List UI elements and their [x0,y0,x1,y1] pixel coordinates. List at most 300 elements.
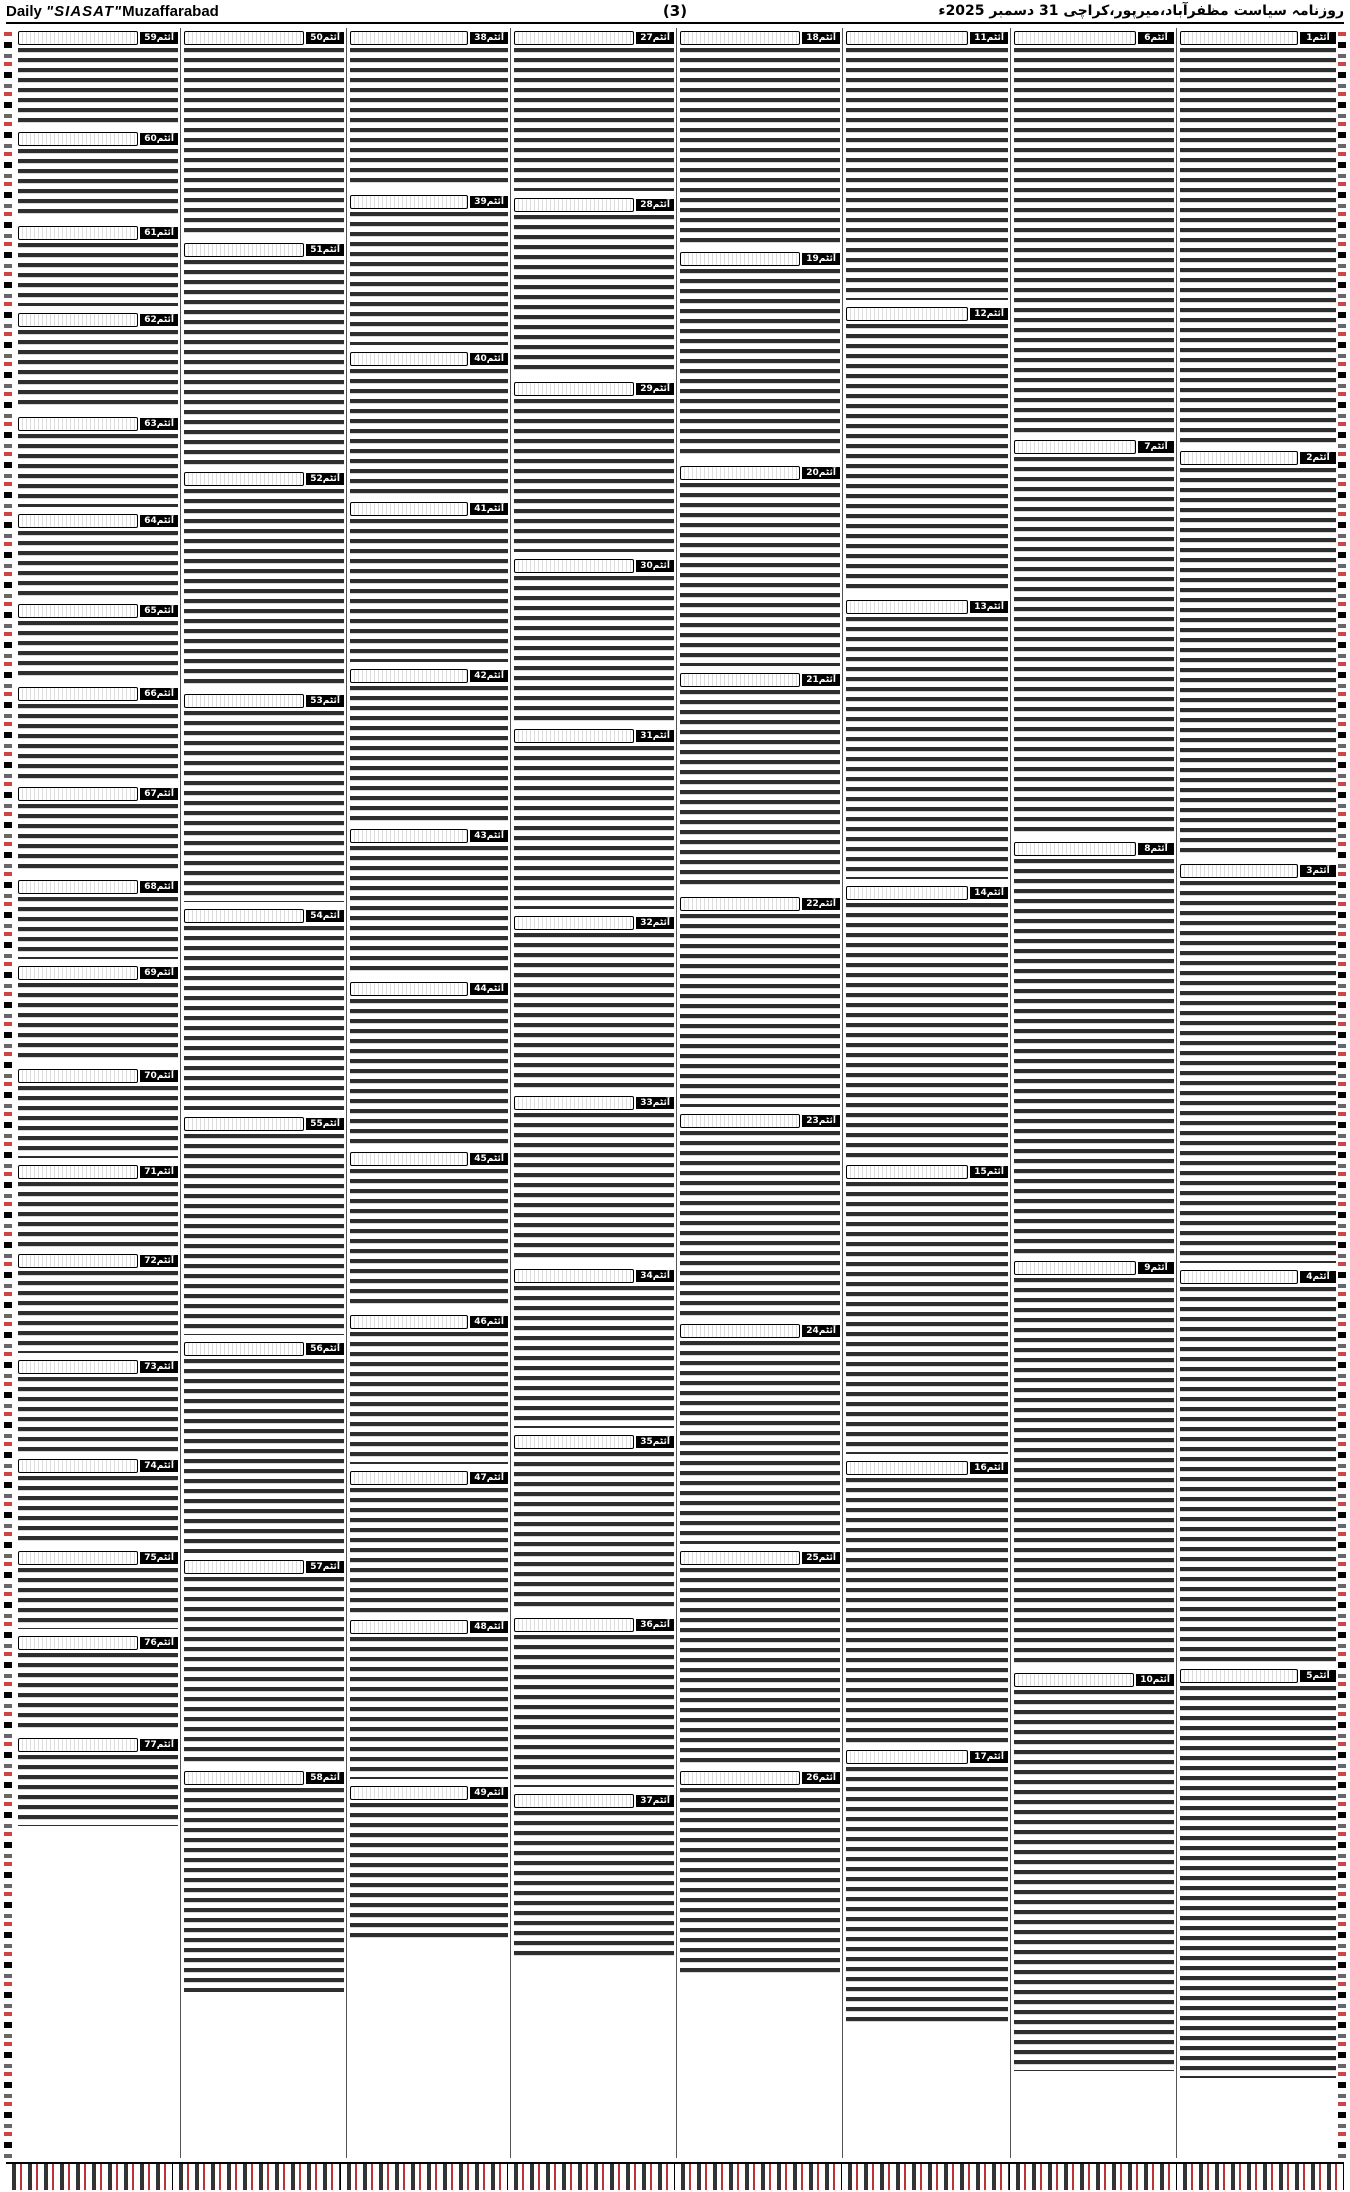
notice-block [350,981,508,1145]
notice-body-text [350,846,508,975]
notice-header [350,30,508,45]
notice-number: آئٹم38 [470,32,508,44]
notice-number: آئٹم17 [970,1751,1008,1763]
column-rule [346,28,347,2158]
section-label-banner [184,1771,304,1785]
notice-body-text [514,1635,674,1787]
notice-header [846,306,1008,321]
section-label-banner [350,352,468,366]
notice-number: آئٹم21 [802,674,840,686]
notice-header [350,828,508,843]
section-label-banner [514,31,634,45]
notice-block [184,30,344,236]
notice-header [184,1559,344,1574]
section-label-banner [1180,1669,1298,1683]
notice-header [18,131,178,146]
notice-number: آئٹم26 [802,1772,840,1784]
notice-block [846,599,1008,879]
column-rule [1010,28,1011,2158]
section-label-banner [846,307,968,321]
notice-header [18,1068,178,1083]
notice-block [18,312,178,410]
notice-body-text [18,1653,178,1731]
section-label-banner [18,1165,138,1179]
notice-header [514,1268,674,1283]
notice-body-text [18,897,178,959]
notice-header [680,1550,840,1565]
notice-block [680,1770,840,1977]
notice-number: آئٹم14 [970,887,1008,899]
page-number: (3) [662,2,688,20]
notice-header [18,513,178,528]
notice-body-text [184,260,344,465]
section-label-banner [184,31,304,45]
notice-body-text [846,903,1008,1158]
notice-number: آئٹم47 [470,1472,508,1484]
notice-number: آئٹم42 [470,670,508,682]
section-label-banner [846,1461,968,1475]
notice-header [514,728,674,743]
notice-block [350,1470,508,1613]
notice-header [846,885,1008,900]
notice-header [350,194,508,209]
footer-segment [173,2164,340,2190]
section-label-banner [184,472,304,486]
notice-number: آئٹم12 [970,308,1008,320]
section-label-banner [846,1165,968,1179]
section-label-banner [1180,864,1298,878]
notice-number: آئٹم39 [470,196,508,208]
notice-number: آئٹم65 [140,605,178,617]
notice-block [18,879,178,959]
notice-block [184,908,344,1110]
notice-block [184,1341,344,1553]
notice-number: آئٹم18 [802,32,840,44]
notice-block [1180,450,1336,857]
notice-number: آئٹم4 [1300,1271,1336,1283]
section-label-banner [514,198,634,212]
daily-label: Daily [6,2,42,20]
notice-header [18,1359,178,1374]
notice-header [514,1095,674,1110]
notice-number: آئٹم64 [140,515,178,527]
notice-number: آئٹم31 [636,730,674,742]
notice-header [514,558,674,573]
notice-header [184,471,344,486]
section-label-banner [1014,440,1136,454]
section-label-banner [350,31,468,45]
section-label-banner [1014,842,1136,856]
notice-body-text [350,999,508,1145]
section-label-banner [18,1459,138,1473]
notice-body-text [846,1767,1008,2025]
notice-number: آئٹم2 [1300,452,1336,464]
notice-header [18,1253,178,1268]
section-label-banner [846,886,968,900]
notice-number: آئٹم66 [140,688,178,700]
notice-number: آئٹم56 [306,1343,344,1355]
notice-block [514,1617,674,1787]
notice-header [184,242,344,257]
notice-number: آئٹم13 [970,601,1008,613]
column-rule [180,28,181,2158]
notice-body-text [1014,1278,1174,1666]
notice-block [514,1268,674,1428]
section-label-banner [184,1342,304,1356]
column-rule [842,28,843,2158]
column-1 [1180,28,1336,2158]
notice-block [18,1458,178,1544]
footer-segment [341,2164,508,2190]
notice-header [350,1785,508,1800]
notice-number: آئٹم74 [140,1460,178,1472]
notice-block [514,728,674,909]
section-label-banner [680,1551,800,1565]
section-label-banner [350,1620,468,1634]
notice-header [514,1434,674,1449]
notice-block [18,416,178,507]
notice-header [350,981,508,996]
notice-number: آئٹم16 [970,1462,1008,1474]
section-label-banner [18,417,138,431]
notice-number: آئٹم6 [1138,32,1174,44]
notice-header [680,30,840,45]
section-label-banner [514,559,634,573]
section-label-banner [18,966,138,980]
notice-header [1180,863,1336,878]
notice-number: آئٹم11 [970,32,1008,44]
notice-number: آئٹم68 [140,881,178,893]
column-3 [846,28,1008,2158]
notice-header [18,1550,178,1565]
notice-number: آئٹم58 [306,1772,344,1784]
notice-header [18,1635,178,1650]
notice-number: آئٹم63 [140,418,178,430]
section-label-banner [1180,31,1298,45]
notice-body-text [846,617,1008,879]
notice-block [1014,30,1174,433]
notice-block [514,558,674,722]
section-label-banner [680,1324,800,1338]
notice-body-text [680,690,840,890]
notice-block [350,1619,508,1779]
notice-header [680,1113,840,1128]
notice-block [18,1635,178,1731]
notice-body-text [514,576,674,722]
section-label-banner [846,31,968,45]
notice-body-text [1014,1690,1174,2071]
notice-block [846,30,1008,300]
section-label-banner [680,252,800,266]
notice-block [846,1460,1008,1743]
left-border-strip [4,28,12,2158]
notice-body-text [1180,48,1336,444]
section-label-banner [184,909,304,923]
notice-body-text [350,1332,508,1464]
notice-block [1180,1668,1336,2078]
notice-block [184,1770,344,1992]
notice-block [18,1253,178,1353]
footer-strip [6,2162,1344,2190]
notice-block [184,1116,344,1335]
notice-body-text [18,1182,178,1247]
notice-number: آئٹم52 [306,473,344,485]
notice-body-text [18,621,178,680]
footer-segment [6,2164,173,2190]
notice-block [1180,863,1336,1263]
notice-block [18,1068,178,1158]
notice-block [1014,439,1174,835]
notice-number: آئٹم29 [636,383,674,395]
section-label-banner [846,1750,968,1764]
section-label-banner [350,669,468,683]
section-label-banner [350,982,468,996]
notice-block [514,197,674,375]
notice-body-text [680,1131,840,1317]
notice-block [1014,1260,1174,1666]
section-label-banner [680,466,800,480]
notice-number: آئٹم27 [636,32,674,44]
notice-number: آئٹم23 [802,1115,840,1127]
notice-number: آئٹم32 [636,917,674,929]
notice-number: آئٹم5 [1300,1670,1336,1682]
notice-block [18,686,178,780]
notice-block [184,471,344,687]
notice-number: آئٹم46 [470,1316,508,1328]
notice-block [680,1323,840,1544]
notice-body-text [1180,1287,1336,1662]
column-rule [676,28,677,2158]
notice-body-text [846,1478,1008,1743]
notice-body-text [514,1113,674,1262]
section-label-banner [350,1152,468,1166]
notice-body-text [350,48,508,188]
section-label-banner [184,1560,304,1574]
notice-header [350,1619,508,1634]
notice-header [680,1770,840,1785]
section-label-banner [680,1771,800,1785]
notice-body-text [18,1271,178,1353]
notice-number: آئٹم37 [636,1795,674,1807]
section-label-banner [680,31,800,45]
notice-block [680,1550,840,1764]
section-label-banner [680,1114,800,1128]
newspaper-title: روزنامہ سیاست مظفرآباد،میرپور،کراچی 31 دسمبر 2025ء [938,3,1344,19]
section-label-banner [184,694,304,708]
notice-header [350,351,508,366]
notice-body-text [350,686,508,822]
notice-number: آئٹم19 [802,253,840,265]
section-label-banner [18,604,138,618]
notice-body-text [1014,48,1174,433]
notice-body-text [1014,457,1174,835]
notice-number: آئٹم77 [140,1739,178,1751]
notice-number: آئٹم59 [140,32,178,44]
notice-body-text [1180,468,1336,857]
section-label-banner [18,132,138,146]
notice-header [18,312,178,327]
notice-body-text [514,48,674,191]
notice-number: آئٹم60 [140,133,178,145]
notice-body-text [514,1811,674,1956]
section-label-banner [350,829,468,843]
notice-number: آئٹم69 [140,967,178,979]
notice-header [680,672,840,687]
notice-block [680,465,840,666]
notice-header [18,965,178,980]
notice-body-text [18,434,178,507]
notice-header [184,908,344,923]
notice-body-text [18,1086,178,1158]
notice-body-text [514,1452,674,1611]
notice-body-text [184,1577,344,1764]
notice-number: آئٹم44 [470,983,508,995]
notice-number: آئٹم8 [1138,843,1174,855]
notice-header [514,197,674,212]
notice-block [680,251,840,459]
brand-name: "SIASAT" [46,2,123,20]
notice-block [350,501,508,662]
notice-header [1014,841,1174,856]
notice-header [18,686,178,701]
notice-header [846,1460,1008,1475]
section-label-banner [18,1360,138,1374]
notice-header [680,465,840,480]
notice-block [514,30,674,191]
notice-number: آئٹم75 [140,1552,178,1564]
notice-header [514,30,674,45]
notice-body-text [680,269,840,459]
section-label-banner [18,687,138,701]
notice-number: آئٹم61 [140,227,178,239]
section-label-banner [1014,1261,1136,1275]
notice-block [184,693,344,902]
section-label-banner [18,880,138,894]
section-label-banner [350,195,468,209]
column-4 [680,28,840,2158]
notice-block [18,965,178,1062]
notice-number: آئٹم51 [306,244,344,256]
notice-body-text [18,149,178,219]
notice-body-text [846,324,1008,593]
notice-header [350,1470,508,1485]
section-label-banner [18,787,138,801]
section-label-banner [514,1435,634,1449]
notice-body-text [18,243,178,306]
column-7 [184,28,344,2158]
notice-number: آئٹم45 [470,1153,508,1165]
notice-number: آئٹم55 [306,1118,344,1130]
notice-header [1014,1672,1174,1687]
notice-body-text [350,1803,508,1938]
notice-body-text [1180,881,1336,1263]
notice-header [1014,30,1174,45]
section-label-banner [18,1551,138,1565]
notice-body-text [680,1341,840,1544]
notice-header [514,915,674,930]
notice-number: آئٹم15 [970,1166,1008,1178]
notice-number: آئٹم36 [636,1619,674,1631]
notice-number: آئٹم9 [1138,1262,1174,1274]
notice-header [18,416,178,431]
section-label-banner [18,313,138,327]
notice-header [1180,1668,1336,1683]
masthead-left [6,3,219,20]
footer-segment [842,2164,1009,2190]
section-label-banner [184,243,304,257]
notice-block [18,1737,178,1826]
notice-block [350,194,508,345]
notice-header [846,1164,1008,1179]
section-label-banner [514,916,634,930]
notice-block [184,242,344,465]
notice-block [18,603,178,680]
section-label-banner [514,1618,634,1632]
notice-header [18,1458,178,1473]
notice-header [1180,30,1336,45]
notice-number: آئٹم71 [140,1166,178,1178]
notice-header [1180,1269,1336,1284]
notice-block [184,1559,344,1764]
notice-number: آئٹم33 [636,1097,674,1109]
notice-block [514,381,674,552]
notice-body-text [18,1755,178,1826]
section-label-banner [350,1786,468,1800]
notice-body-text [1014,859,1174,1254]
section-label-banner [18,1254,138,1268]
notice-header [680,896,840,911]
notice-header [514,381,674,396]
notice-body-text [514,746,674,909]
notice-body-text [680,48,840,245]
notice-header [18,603,178,618]
notice-header [18,1164,178,1179]
notice-block [680,896,840,1107]
section-label-banner [514,1794,634,1808]
notice-body-text [18,1377,178,1452]
section-label-banner [18,1636,138,1650]
notice-header [184,693,344,708]
section-label-banner [680,897,800,911]
notice-block [350,828,508,975]
notice-body-text [350,1169,508,1308]
notice-block [514,1793,674,1956]
notice-number: آئٹم53 [306,695,344,707]
notice-header [846,1749,1008,1764]
section-label-banner [1180,451,1298,465]
notice-header [184,1116,344,1131]
notice-header [1180,450,1336,465]
notice-header [1014,1260,1174,1275]
footer-segment [1010,2164,1177,2190]
notice-number: آئٹم34 [636,1270,674,1282]
notice-body-text [680,1568,840,1764]
notice-body-text [184,1359,344,1553]
notice-number: آئٹم3 [1300,865,1336,877]
notice-header [18,225,178,240]
notice-number: آئٹم62 [140,314,178,326]
notice-body-text [350,1637,508,1779]
notice-number: آئٹم57 [306,1561,344,1573]
notice-block [846,1749,1008,2025]
notice-number: آئٹم49 [470,1787,508,1799]
notice-body-text [184,1134,344,1335]
footer-segment [675,2164,842,2190]
section-label-banner [18,1738,138,1752]
notice-body-text [350,1488,508,1613]
notice-body-text [1180,1686,1336,2078]
notice-number: آئٹم48 [470,1621,508,1633]
